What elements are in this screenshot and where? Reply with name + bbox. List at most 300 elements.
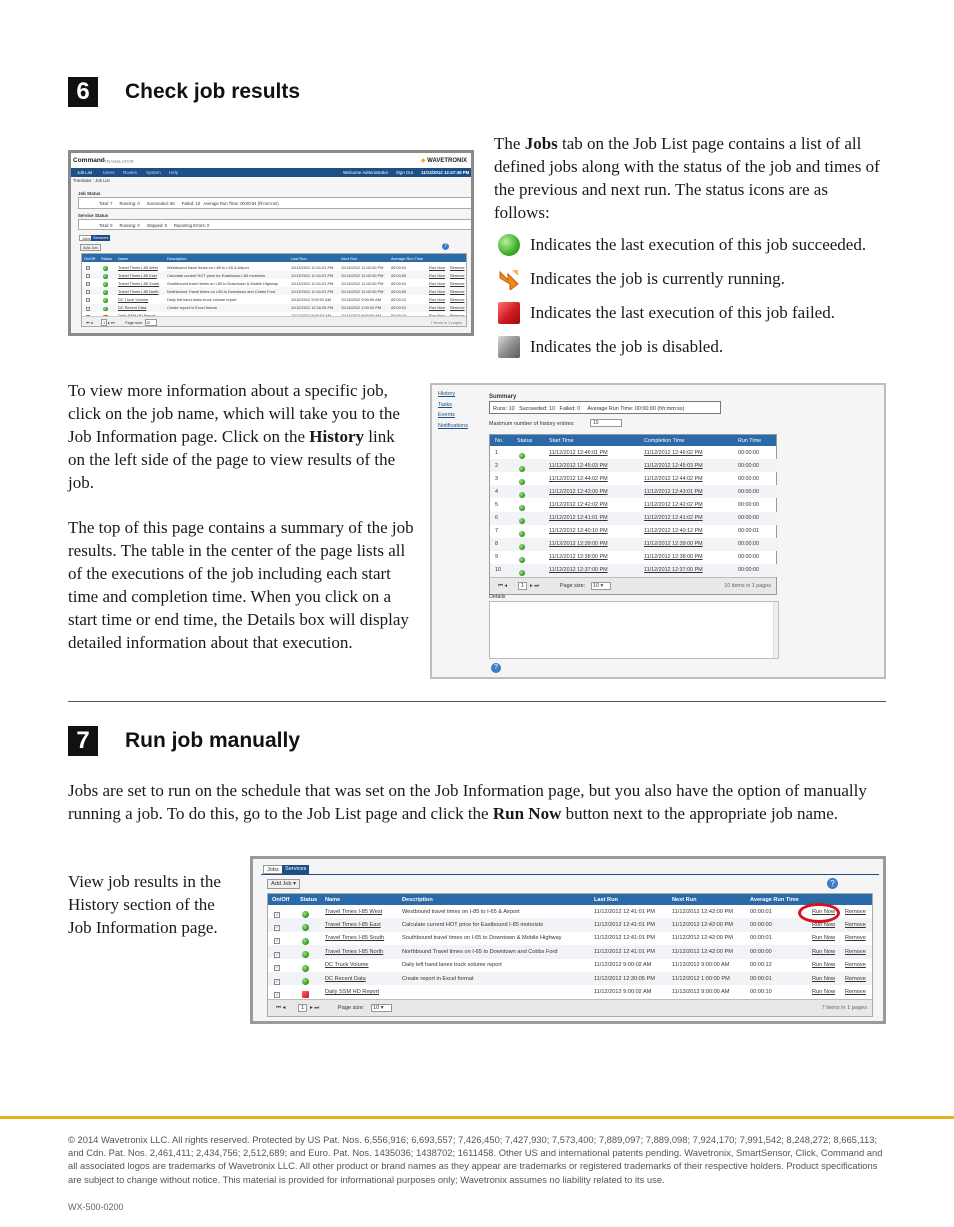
table-row — [490, 538, 778, 551]
next-run-value: 11/13/2012 9:00:00 AM — [341, 296, 381, 302]
remove-button[interactable]: Remove — [845, 975, 866, 982]
col-average-run-time: Average Run Time — [391, 256, 424, 261]
green-circle-icon — [519, 505, 525, 511]
next-run-value: 11/12/2012 12:42:00 PM — [672, 948, 733, 955]
completion-time-link[interactable]: 11/12/2012 12:43:01 PM — [644, 488, 703, 495]
average-run-time-value: 00:00:10 — [750, 988, 772, 995]
green-circle-icon — [103, 266, 108, 271]
section-title-run-job-manually: Run job manually — [125, 729, 301, 752]
enabled-checkbox[interactable]: ✓ — [275, 938, 280, 945]
completion-time-link[interactable]: 11/12/2012 12:44:02 PM — [644, 475, 703, 482]
page-size-select[interactable]: 10 — [145, 319, 157, 326]
col-start-time: Start Time — [549, 438, 574, 444]
green-circle-icon — [302, 978, 309, 985]
job-description: Calculate current HOT price for Eastbound I-85 motorists — [167, 272, 266, 278]
table-row — [490, 551, 778, 564]
jobs-tab-text-pre: The — [494, 134, 525, 153]
job-name-link[interactable]: Travel Times I-85 East — [118, 272, 157, 278]
job-name-link[interactable]: DC Recent Data — [325, 975, 366, 982]
history-text-post: link on the left side of the page to view results of the job. — [68, 427, 396, 492]
legend-running — [498, 267, 785, 291]
nav-system[interactable]: System — [146, 170, 161, 175]
enabled-checkbox[interactable]: ✓ — [87, 266, 90, 270]
enabled-checkbox[interactable]: ✓ — [87, 290, 90, 295]
main-nav — [71, 168, 471, 177]
green-circle-icon — [519, 466, 525, 472]
sidebar-link-history[interactable]: History — [438, 391, 456, 397]
pager-current-page[interactable]: 1 — [518, 582, 527, 590]
green-circle-icon — [302, 951, 309, 958]
enabled-checkbox[interactable]: ✓ — [87, 282, 90, 287]
col-status: Status — [517, 438, 533, 444]
legend-failed-text: Indicates the last execution of this job failed. — [530, 303, 835, 322]
average-run-time-value: 00:00:01 — [391, 280, 407, 286]
red-square-icon — [498, 302, 520, 324]
service-status-box — [78, 219, 472, 230]
pager-items-count: 7 items in 1 pages — [821, 1005, 867, 1011]
run-number: 10 — [495, 567, 501, 574]
remove-button[interactable]: Remove — [845, 908, 866, 915]
table-row — [490, 498, 778, 511]
col-no: No. — [495, 438, 504, 444]
col-onoff: On/Off — [272, 896, 290, 903]
run-now-button[interactable]: Run Now — [429, 296, 446, 302]
table-row — [268, 985, 872, 998]
start-time-link[interactable]: 11/12/2012 12:44:02 PM — [549, 475, 608, 482]
page-size-label: Page size: — [125, 319, 144, 325]
job-table-header — [82, 254, 466, 262]
pager-next-icon[interactable]: ▸ ⏭ — [530, 583, 540, 589]
history-text-pre: To view more information about a specific job, click on the job name, which will take you to the Job Information page. Click on the — [68, 381, 400, 446]
table-row — [268, 959, 872, 972]
enabled-checkbox[interactable]: ✓ — [87, 274, 90, 279]
page-size-select[interactable]: 10 ▾ — [591, 582, 611, 590]
sidebar-link-notifications[interactable]: Notifications — [438, 422, 468, 429]
average-run-time-value: 00:00:12 — [750, 962, 772, 969]
run-time-value: 00:00:00 — [738, 475, 759, 482]
legend-success — [498, 233, 866, 257]
summary-text: Runs: 10 Succeeded: 10 Failed: 0 Average Run Time: 00:00:00 (hh:mm:ss) — [493, 405, 685, 412]
run-now-button[interactable]: Run Now — [812, 935, 836, 942]
job-table — [81, 253, 467, 327]
job-name-link[interactable]: Travel Times I-85 North — [325, 948, 384, 955]
max-entries-input[interactable]: 10 — [590, 419, 622, 427]
run-job-paragraph — [68, 779, 886, 825]
job-table — [267, 893, 873, 1017]
enabled-checkbox[interactable]: ✓ — [275, 991, 280, 998]
remove-button[interactable]: Remove — [845, 962, 866, 969]
brand-logo — [421, 157, 467, 164]
run-number: 9 — [495, 554, 498, 561]
start-time-link[interactable]: 11/12/2012 12:38:00 PM — [549, 554, 608, 561]
job-name-link[interactable]: Travel Times I-85 South — [325, 935, 385, 942]
history-sidebar — [438, 389, 468, 431]
next-run-value: 11/12/2012 12:42:00 PM — [672, 935, 733, 942]
run-time-value: 00:00:01 — [738, 528, 759, 535]
job-description: Daily left hand lanes truck volume report — [402, 962, 502, 969]
job-table-header — [268, 894, 872, 905]
col-last-run: Last Run — [291, 256, 307, 261]
table-row — [490, 512, 778, 525]
last-run-value: 11/13/2012 12:41:01 PM — [291, 288, 334, 294]
enabled-checkbox[interactable]: ✓ — [87, 306, 90, 311]
legend-failed — [498, 301, 835, 325]
job-description: Southbound travel times on I-65 to Downtown & Mobile Highway — [402, 935, 562, 942]
gray-square-icon — [498, 336, 520, 358]
green-circle-icon — [519, 531, 525, 537]
enabled-checkbox[interactable]: ✓ — [275, 965, 280, 972]
job-status-box — [78, 197, 472, 209]
job-status-label: Job Status — [78, 191, 101, 196]
run-now-button[interactable]: Run Now — [429, 280, 446, 286]
last-run-value: 11/12/2012 12:41:01 PM — [594, 908, 655, 915]
completion-time-link[interactable]: 11/12/2012 12:41:02 PM — [644, 515, 703, 521]
run-time-value: 00:00:00 — [738, 554, 759, 561]
remove-button[interactable]: Remove — [450, 264, 465, 270]
run-number: 6 — [495, 515, 498, 521]
details-scrollbar[interactable] — [773, 602, 778, 658]
service-status-label: Service Status — [78, 213, 109, 218]
run-number: 7 — [495, 528, 498, 535]
breadcrumb: Translator : Job List — [73, 178, 110, 183]
table-row — [82, 295, 466, 303]
completion-time-link[interactable]: 11/12/2012 12:42:02 PM — [644, 501, 703, 508]
run-now-button[interactable]: Run Now — [812, 962, 836, 969]
start-time-link[interactable]: 11/12/2012 12:46:01 PM — [549, 449, 608, 456]
tabs-baseline — [261, 874, 879, 875]
details-textarea[interactable] — [489, 601, 779, 659]
table-row — [268, 918, 872, 931]
completion-time-link[interactable]: 11/12/2012 12:40:12 PM — [644, 528, 703, 535]
help-icon[interactable]: ? — [491, 663, 501, 673]
last-run-value: 11/12/2012 12:41:01 PM — [594, 921, 655, 928]
legend-disabled — [498, 335, 723, 359]
sidebar-link-events[interactable]: Events — [438, 412, 455, 418]
tab-jobs[interactable]: Jobs — [79, 235, 93, 241]
jobs-tab-bold: Jobs — [524, 134, 558, 153]
pager-nav-icon[interactable]: ⏮ ◂ — [276, 1005, 286, 1011]
signout-link[interactable]: Sign Out — [396, 170, 414, 175]
last-run-value: 11/12/2012 9:00:02 AM — [594, 962, 652, 969]
page-size-value: 10 — [593, 583, 599, 589]
table-row — [268, 945, 872, 958]
green-circle-icon — [302, 911, 309, 918]
tab-jobs[interactable]: Jobs — [263, 865, 283, 874]
average-run-time-value: 00:00:00 — [391, 288, 407, 294]
remove-button[interactable]: Remove — [845, 935, 866, 942]
next-run-value: 11/12/2012 12:42:00 PM — [672, 908, 733, 915]
completion-time-link[interactable]: 11/12/2012 12:37:00 PM — [644, 567, 703, 574]
nav-job-list[interactable]: Job List — [77, 170, 93, 175]
add-job-button[interactable]: Add Job ▾ — [267, 879, 300, 889]
legend-disabled-text: Indicates the job is disabled. — [530, 337, 724, 356]
enabled-checkbox[interactable]: ✓ — [275, 911, 280, 918]
remove-button[interactable]: Remove — [450, 280, 465, 286]
run-number: 8 — [495, 541, 498, 548]
remove-button[interactable]: Remove — [450, 272, 465, 278]
nav-help[interactable]: Help — [169, 170, 179, 175]
job-status-text: Total: 7 Running: 0 Succeeded: 66 Failed: 10 Average Run Time: 00:00:04 (hh:mm:ss) — [99, 201, 279, 206]
job-description: Calculate current HOT price for Eastbound I-85 motorists — [402, 921, 544, 928]
jobs-tab-text-post: tab on the Job List page contains a list of all defined jobs along with the status of the job and times of the previous and next run. The status icons are as follows: — [494, 134, 880, 222]
pager-items-count: 7 items in 1 pages — [430, 319, 462, 325]
history-table — [489, 434, 777, 595]
tab-services[interactable]: Services — [282, 865, 309, 874]
table-row — [490, 459, 778, 472]
footer-rule — [0, 1116, 954, 1119]
history-paragraph — [68, 379, 414, 494]
green-circle-icon — [103, 290, 108, 295]
run-time-value: 00:00:00 — [738, 462, 759, 469]
green-circle-icon — [519, 479, 525, 485]
run-number: 3 — [495, 475, 498, 482]
page-size-select[interactable]: 10 ▾ — [371, 1004, 392, 1012]
job-name-link[interactable]: DC Truck Volume — [325, 962, 369, 969]
run-number: 1 — [495, 449, 498, 456]
legal-notice: © 2014 Wavetronix LLC. All rights reserved. Protected by US Pat. Nos. 6,556,916; 6,693,557; 7,426,450; 7,427,930; 7,573,400; 7,889,097; 7,889,098; 7,924,170; 7,991,542; 8,248,272; 8,665,113; and Cdn. Pat. Nos. 2,461,411; 2,434,756; 2,512,689; and Euro. Pat. Nos. 1435036; 1438702; 1611458. Other US and international patents pending. Wavetronix, SmartSensor, Click, Command and all associated logos are trademarks of Wavetronix LLC. All other product or brand names as they appear are trademarks or registered trademarks of their respective holders. Product specifications are subject to change without notice. This material is provided for informational purposes only; Wavetronix assumes no liability related to its use. — [68, 1134, 883, 1185]
col-description: Description — [402, 896, 433, 903]
green-circle-icon — [498, 234, 520, 256]
enabled-checkbox[interactable]: ✓ — [87, 298, 90, 303]
section-title-check-job-results: Check job results — [125, 80, 301, 103]
job-name-link[interactable]: Daily SSM HD Report — [325, 988, 380, 995]
pager-nav-icon[interactable]: ⏮ ◂ — [498, 583, 508, 589]
run-job-text-post: button next to the appropriate job name. — [561, 804, 839, 823]
pager-nav-icon[interactable]: ⏮ ◂ — [86, 319, 93, 325]
col-next-run: Next Run — [672, 896, 697, 903]
job-name-link[interactable]: Travel Times I-85 East — [325, 921, 381, 928]
col-name: Name — [118, 256, 129, 261]
last-run-value: 11/13/2012 12:41:01 PM — [291, 272, 334, 278]
average-run-time-value: 00:00:01 — [750, 975, 772, 982]
app-title: Command — [73, 157, 105, 164]
document-code: WX-500-0200 — [68, 1202, 124, 1212]
average-run-time-value: 00:00:12 — [391, 296, 407, 302]
average-run-time-value: 00:00:00 — [750, 921, 772, 928]
next-run-value: 11/13/2012 9:00:00 AM — [672, 962, 730, 969]
completion-time-link[interactable]: 11/12/2012 12:45:03 PM — [644, 462, 703, 469]
next-run-value: 11/13/2012 12:42:00 PM — [341, 288, 384, 294]
completion-time-link[interactable]: 11/12/2012 12:46:02 PM — [644, 449, 703, 456]
table-row — [82, 263, 466, 271]
history-screenshot — [430, 383, 886, 679]
table-row — [268, 905, 872, 918]
green-circle-icon — [103, 307, 108, 312]
green-circle-icon — [302, 965, 309, 972]
col-last-run: Last Run — [594, 896, 618, 903]
run-time-value: 00:00:00 — [738, 567, 759, 574]
run-time-value: 00:00:00 — [738, 488, 759, 495]
summary-box — [489, 401, 721, 414]
col-completion-time: Completion Time — [644, 438, 685, 444]
table-row — [490, 564, 778, 577]
nav-routes[interactable]: Routes — [123, 170, 137, 175]
last-run-value: 11/12/2012 9:00:02 AM — [594, 988, 652, 995]
run-now-button[interactable]: Run Now — [429, 305, 446, 310]
run-now-button[interactable]: Run Now — [812, 988, 836, 995]
job-list-screenshot — [68, 150, 474, 336]
page-size-label: Page size: — [338, 1005, 365, 1011]
run-now-button[interactable]: Run Now — [429, 272, 446, 278]
run-number: 4 — [495, 488, 498, 495]
summary-label: Summary — [489, 394, 517, 400]
run-time-value: 00:00:00 — [738, 541, 759, 548]
green-circle-icon — [519, 544, 525, 550]
job-description: Westbound travel times on I-85 to I-65 & Airport — [167, 264, 249, 270]
page-size-value: 10 — [373, 1005, 380, 1011]
sidebar-link-tasks[interactable]: Tasks — [438, 401, 453, 408]
average-run-time-value: 00:00:01 — [391, 305, 407, 310]
view-results-caption: View job results in the History section of the Job Information page. — [68, 872, 221, 937]
job-list-run-now-screenshot — [250, 856, 886, 1024]
pager-current-page[interactable]: 1 — [103, 320, 106, 325]
pager-next-icon[interactable]: ▸ ⏭ — [108, 319, 115, 325]
run-now-button[interactable]: Run Now — [812, 921, 836, 928]
next-run-value: 11/13/2012 12:42:00 PM — [341, 272, 384, 278]
enabled-checkbox[interactable]: ✓ — [275, 978, 280, 985]
run-now-button[interactable]: Run Now — [429, 288, 446, 294]
app-subtitle: TRANSLATOR — [104, 158, 134, 164]
section-divider — [68, 701, 886, 702]
remove-button[interactable]: Remove — [845, 988, 866, 995]
run-now-button[interactable]: Run Now — [812, 948, 836, 955]
next-run-value: 11/12/2012 1:00:00 PM — [672, 975, 730, 982]
run-time-value: 00:00:00 — [738, 515, 759, 521]
remove-button[interactable]: Remove — [845, 921, 866, 928]
brand-mark-icon: ◆ — [420, 158, 426, 164]
col-status: Status — [101, 256, 113, 261]
add-job-button[interactable]: Add Job — [80, 244, 101, 251]
enabled-checkbox[interactable]: ✓ — [275, 951, 280, 958]
run-now-bold: Run Now — [492, 804, 562, 823]
table-row — [490, 472, 778, 485]
start-time-link[interactable]: 11/12/2012 12:41:01 PM — [549, 515, 608, 521]
table-row — [82, 271, 466, 279]
last-run-value: 11/13/2012 12:41:01 PM — [291, 280, 334, 286]
next-run-value: 11/13/2012 9:00:00 AM — [672, 988, 730, 995]
help-icon[interactable]: ? — [442, 243, 449, 250]
start-time-link[interactable]: 11/12/2012 12:39:00 PM — [549, 541, 608, 548]
job-description: Westbound travel times on I-85 to I-65 & Airport — [402, 908, 520, 915]
job-name-link[interactable]: DC Truck Volume — [118, 296, 149, 302]
job-description: Create report in Excel format — [402, 975, 474, 982]
green-circle-icon — [519, 492, 525, 498]
col-next-run: Next Run — [341, 256, 358, 261]
last-run-value: 11/13/2012 12:41:01 PM — [291, 264, 334, 270]
tab-services[interactable]: Services — [93, 235, 109, 240]
last-run-value: 11/12/2012 12:30:05 PM — [594, 975, 655, 982]
job-name-link[interactable]: Travel Times I-85 West — [325, 908, 383, 915]
green-circle-icon — [519, 518, 525, 524]
start-time-link[interactable]: 11/12/2012 12:45:03 PM — [549, 462, 608, 469]
summary-paragraph: The top of this page contains a summary of the job results. The table in the center of the page lists all of the executions of the job including each start time and completion time. When you click on a start time or end time, the Details box will display detailed information about that execution. — [68, 518, 414, 652]
pager-items-count: 10 items in 1 pages — [724, 583, 771, 589]
details-label: Details — [489, 594, 506, 600]
completion-time-link[interactable]: 11/12/2012 12:39:00 PM — [644, 541, 703, 548]
step-number-7: 7 — [68, 726, 98, 756]
job-description: Southbound travel times on I-65 to Downtown & Mobile Highway — [167, 280, 278, 286]
job-table-pager — [268, 999, 872, 1016]
start-time-link[interactable]: 11/12/2012 12:40:10 PM — [549, 528, 608, 535]
service-status-text: Total: 0 Running: 0 Stopped: 0 Reporting Errors: 0 — [99, 223, 210, 228]
average-run-time-value: 00:00:01 — [391, 264, 407, 270]
red-square-icon — [302, 991, 309, 998]
run-now-button[interactable]: Run Now — [812, 975, 836, 982]
average-run-time-value: 00:00:01 — [750, 908, 772, 915]
job-table-pager — [82, 316, 466, 326]
green-circle-icon — [103, 298, 108, 303]
job-name-link[interactable]: Travel Times I-85 South — [118, 280, 160, 286]
run-number: 2 — [495, 462, 498, 469]
job-name-link[interactable]: Travel Times I-85 West — [118, 264, 158, 270]
run-now-highlight-circle — [798, 903, 840, 923]
green-circle-icon — [519, 557, 525, 563]
average-run-time-value: 00:00:00 — [391, 272, 407, 278]
max-entries-label: Maximum number of history entries: — [489, 421, 575, 427]
job-description: Northbound Travel times on I-65 to Downtown and Cobbs Ford — [402, 948, 558, 955]
last-run-value: 11/12/2012 12:41:01 PM — [594, 948, 655, 955]
welcome-text: Welcome Administrator — [343, 170, 389, 175]
add-job-label: Add Job — [271, 881, 292, 887]
col-average-run-time: Average Run Time — [750, 896, 799, 903]
average-run-time-value: 00:00:01 — [750, 935, 772, 942]
start-time-link[interactable]: 11/12/2012 12:43:00 PM — [549, 488, 608, 495]
job-description: Northbound Travel times on I-65 to Downtown and Cobbs Ford — [167, 288, 276, 294]
remove-button[interactable]: Remove — [845, 948, 866, 955]
start-time-link[interactable]: 11/12/2012 12:37:00 PM — [549, 567, 608, 574]
green-circle-icon — [302, 924, 309, 931]
job-description: Daily left hand lanes truck volume report — [167, 296, 237, 302]
history-bold: History — [309, 427, 365, 446]
pager-current-page[interactable]: 1 — [298, 1004, 307, 1012]
job-name-link[interactable]: Travel Times I-85 North — [118, 288, 159, 294]
remove-button[interactable]: Remove — [450, 305, 465, 310]
run-now-button[interactable]: Run Now — [429, 264, 446, 270]
last-run-value: 11/12/2012 12:41:01 PM — [594, 935, 655, 942]
green-circle-icon — [302, 938, 309, 945]
next-run-value: 11/13/2012 12:42:00 PM — [341, 264, 384, 270]
brand-name: WAVETRONIX — [427, 158, 467, 164]
completion-time-link[interactable]: 11/12/2012 12:38:00 PM — [644, 554, 703, 561]
next-run-value: 11/13/2012 12:42:00 PM — [341, 280, 384, 286]
average-run-time-value: 00:00:00 — [750, 948, 772, 955]
jobs-tab-paragraph — [494, 132, 886, 224]
next-run-value: 11/12/2012 12:42:00 PM — [672, 921, 733, 928]
remove-button[interactable]: Remove — [450, 296, 465, 302]
history-pager — [490, 577, 776, 594]
table-row — [82, 304, 466, 312]
table-row — [490, 485, 778, 498]
running-arrow-icon — [498, 268, 520, 290]
pager-next-icon[interactable]: ▸ ⏭ — [310, 1005, 320, 1011]
green-circle-icon — [103, 282, 108, 287]
nav-users[interactable]: Users — [103, 170, 115, 175]
green-circle-icon — [519, 453, 525, 459]
col-onoff: On/Off — [84, 256, 96, 261]
remove-button[interactable]: Remove — [450, 288, 465, 294]
help-icon[interactable]: ? — [827, 878, 838, 889]
enabled-checkbox[interactable]: ✓ — [275, 924, 280, 931]
start-time-link[interactable]: 11/12/2012 12:42:02 PM — [549, 501, 608, 508]
job-description: Create report in Excel format — [167, 305, 217, 310]
run-now-button[interactable]: Run Now — [812, 908, 836, 915]
last-run-value: 11/12/2012 12:30:05 PM — [291, 305, 334, 310]
table-row — [268, 932, 872, 945]
job-name-link[interactable]: DC Recent Data — [118, 305, 147, 310]
col-name: Name — [325, 896, 341, 903]
table-row — [490, 446, 778, 459]
history-table-header — [490, 435, 776, 446]
